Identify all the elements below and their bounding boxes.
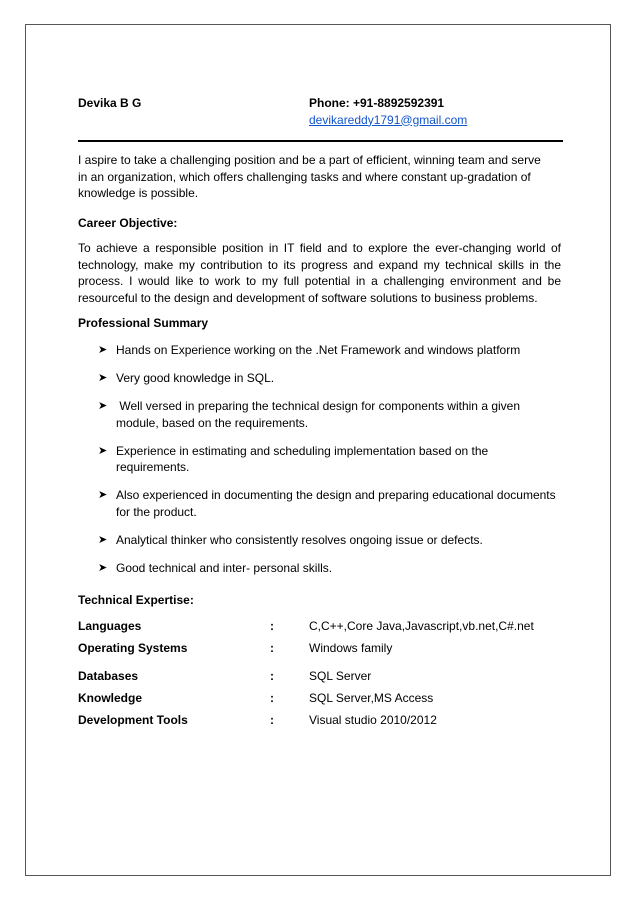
table-row — [78, 712, 561, 734]
list-item — [78, 532, 561, 549]
summary-item-text: Well versed in preparing the technical design for components within a given module, based on the requirements. — [116, 399, 524, 430]
summary-item-text: Good technical and inter- personal skills. — [116, 560, 333, 575]
list-item — [78, 560, 561, 577]
resume-header — [78, 95, 561, 127]
technical-expertise-table — [78, 618, 561, 734]
contact-block — [309, 95, 467, 128]
tech-label: Languages — [78, 619, 142, 633]
summary-item-text: Very good knowledge in SQL. — [116, 371, 275, 385]
tech-colon: : — [270, 641, 274, 655]
career-objective-heading: Career Objective: — [78, 216, 178, 230]
arrowhead-bullet-icon: ➤ — [98, 400, 108, 412]
summary-item-text: Analytical thinker who consistently resolves ongoing issue or defects. — [116, 532, 483, 547]
arrowhead-bullet-icon: ➤ — [98, 561, 108, 574]
arrowhead-bullet-icon: ➤ — [98, 533, 108, 546]
table-row — [78, 690, 561, 712]
career-objective-text: To achieve a responsible position in IT field and to explore the ever-changing world of technology, make my contribution to its progress and expand my technical skills in the process. I would like to work to my full potential in a challenging environment and be resourceful to the design and development of software solutions to business problems. — [78, 241, 561, 305]
professional-summary-heading: Professional Summary — [78, 316, 209, 330]
list-item — [78, 398, 561, 431]
tech-label: Databases — [78, 669, 139, 683]
tech-value: C,C++,Core Java,Javascript,vb.net,C#.net — [309, 619, 534, 633]
arrowhead-bullet-icon: ➤ — [98, 444, 108, 457]
email-link[interactable]: devikareddy1791@gmail.com — [309, 112, 468, 127]
tech-value: SQL Server,MS Access — [309, 691, 434, 705]
tech-value: Visual studio 2010/2012 — [309, 713, 437, 727]
tech-colon: : — [270, 691, 274, 705]
phone-number: Phone: +91-8892592391 — [309, 96, 445, 110]
tech-colon: : — [270, 713, 274, 727]
table-row — [78, 668, 561, 690]
tech-colon: : — [270, 619, 274, 633]
intro-paragraph: I aspire to take a challenging position and be a part of efficient, winning team and serve in an organization, which offers challenging tasks and where constant up-gradation of knowledge is possible. — [78, 153, 541, 200]
list-item — [78, 370, 561, 387]
summary-list — [78, 342, 561, 588]
arrowhead-bullet-icon: ➤ — [98, 489, 108, 501]
tech-label: Knowledge — [78, 691, 143, 705]
list-item — [78, 342, 561, 359]
tech-value: Windows family — [309, 641, 393, 655]
summary-item-text: Experience in estimating and scheduling implementation based on the requirements. — [116, 443, 489, 474]
header-divider — [78, 140, 563, 142]
list-item — [78, 443, 561, 476]
tech-value: SQL Server — [309, 669, 372, 683]
tech-label: Development Tools — [78, 713, 188, 727]
technical-expertise-heading: Technical Expertise: — [78, 593, 194, 607]
resume-content — [78, 95, 561, 727]
tech-colon: : — [270, 669, 274, 683]
arrowhead-bullet-icon: ➤ — [98, 372, 108, 384]
list-item — [78, 487, 561, 520]
summary-item-text: Also experienced in documenting the design and preparing educational documents for the product. — [116, 488, 556, 519]
arrowhead-bullet-icon: ➤ — [98, 344, 108, 356]
tech-label: Operating Systems — [78, 641, 188, 655]
summary-item-text: Hands on Experience working on the .Net Framework and windows platform — [116, 343, 521, 357]
table-row — [78, 618, 561, 640]
candidate-name: Devika B G — [78, 96, 142, 110]
table-row — [78, 640, 561, 668]
